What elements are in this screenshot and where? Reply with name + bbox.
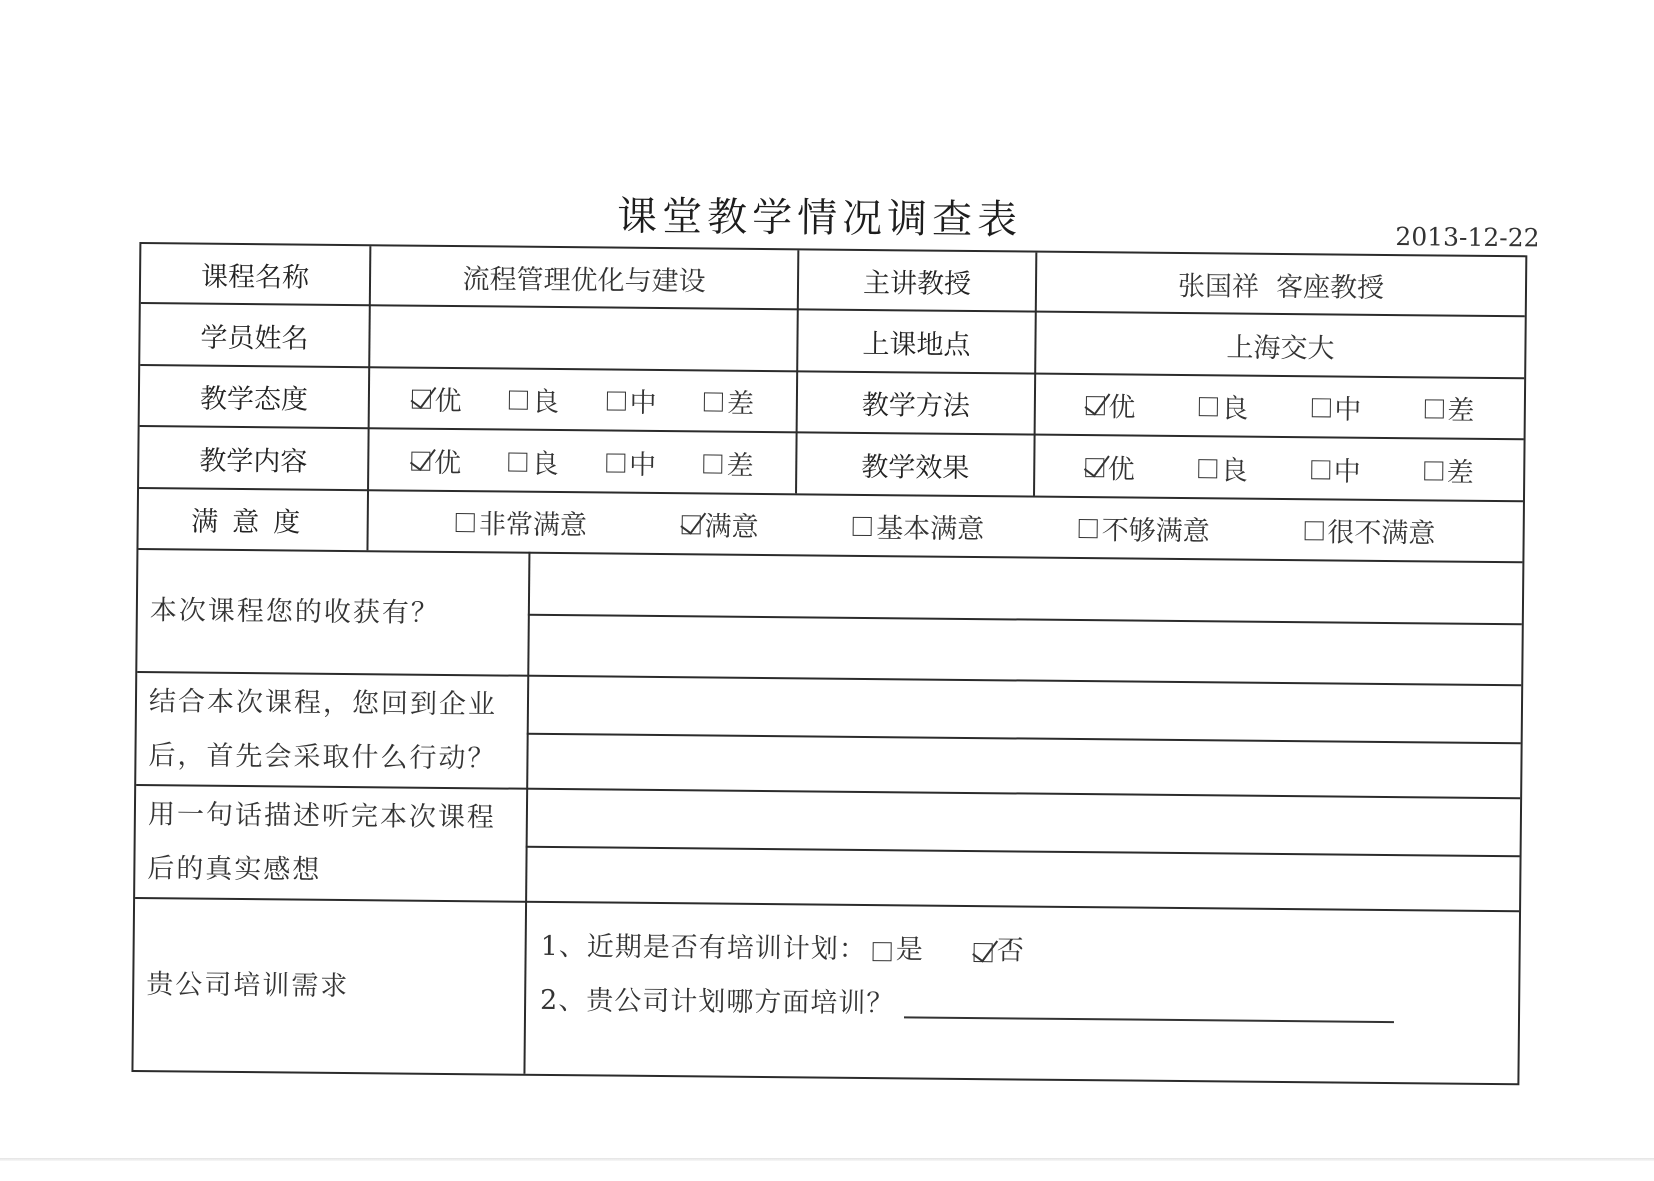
rating-effect-option-label: 中: [1333, 455, 1361, 488]
satisfaction-option-label: 非常满意: [478, 509, 588, 542]
rating-effect-option-label: 优: [1107, 453, 1135, 486]
checked-checkbox-icon[interactable]: [412, 390, 431, 409]
professor-label: 主讲教授: [862, 267, 972, 300]
checkbox-icon[interactable]: [1198, 397, 1217, 416]
satisfaction-option-label: 不够满意: [1101, 515, 1210, 548]
rating-attitude-option-label: 良: [531, 386, 560, 419]
checkbox-icon[interactable]: [1311, 398, 1330, 417]
survey-form: [131, 242, 1527, 1085]
satisfaction-options: [368, 491, 1523, 561]
rating-content-option-label: 中: [628, 449, 657, 481]
document-title: 课堂教学情况调查表: [616, 193, 1023, 244]
answer-action-field[interactable]: [528, 677, 1521, 798]
satisfaction-option-1[interactable]: [681, 504, 758, 544]
checked-checkbox-icon[interactable]: [1085, 396, 1104, 415]
rating-content-option-3[interactable]: [703, 443, 753, 482]
document-date: 2013-12-22: [1395, 222, 1540, 253]
rating-options-method: [1036, 375, 1525, 439]
checked-checkbox-icon[interactable]: [974, 943, 993, 962]
training-plan-option-label: 否: [996, 935, 1025, 967]
checkbox-icon[interactable]: [704, 392, 723, 411]
rating-options-attitude: [370, 368, 797, 431]
training-area-question: [540, 974, 1510, 1037]
rating-content-option-2[interactable]: [606, 442, 656, 481]
rating-effect-option-0[interactable]: [1085, 447, 1135, 486]
rating-content-option-label: 优: [433, 447, 462, 479]
answer-gains-field[interactable]: [529, 554, 1522, 685]
training-area-text: 2、贵公司计划哪方面培训？: [539, 984, 895, 1020]
checkbox-icon[interactable]: [1424, 461, 1443, 480]
question-gains: 本次课程您的收获有？: [149, 594, 441, 629]
rating-effect-option-label: 良: [1220, 454, 1248, 487]
rating-label-content: 教学内容: [199, 445, 308, 478]
rating-options-effect: [1035, 436, 1524, 501]
rating-options-content: [369, 429, 796, 493]
rating-method-option-1[interactable]: [1198, 386, 1248, 425]
checkbox-icon[interactable]: [1424, 399, 1443, 418]
training-plan-options: [873, 923, 1026, 978]
rating-attitude-option-label: 中: [629, 387, 657, 419]
rating-content-option-0[interactable]: [411, 440, 461, 479]
checkbox-icon[interactable]: [873, 942, 892, 961]
training-plan-option-1[interactable]: [974, 924, 1026, 978]
course-name-value: 流程管理优化与建设: [462, 263, 706, 297]
satisfaction-option-4[interactable]: [1304, 510, 1435, 550]
checkbox-icon[interactable]: [1304, 521, 1323, 540]
rating-method-option-label: 良: [1221, 393, 1249, 425]
checkbox-icon[interactable]: [606, 453, 625, 472]
rating-content-option-label: 差: [726, 450, 754, 482]
satisfaction-option-2[interactable]: [853, 506, 984, 546]
satisfaction-option-label: 基本满意: [876, 513, 985, 546]
rating-attitude-option-3[interactable]: [704, 381, 754, 420]
checkbox-icon[interactable]: [456, 513, 475, 532]
checked-checkbox-icon[interactable]: [411, 451, 430, 470]
scan-edge: [0, 1158, 1654, 1161]
checkbox-icon[interactable]: [1079, 519, 1098, 538]
location-label: 上课地点: [862, 328, 971, 361]
rating-effect-option-1[interactable]: [1198, 448, 1248, 487]
checkbox-icon[interactable]: [508, 452, 527, 471]
checkbox-icon[interactable]: [703, 454, 722, 473]
rating-method-option-3[interactable]: [1424, 388, 1474, 427]
checkbox-icon[interactable]: [1198, 459, 1217, 478]
checkbox-icon[interactable]: [509, 391, 528, 410]
satisfaction-label: 满意度: [191, 506, 315, 539]
rating-attitude-option-0[interactable]: [411, 379, 461, 418]
checked-checkbox-icon[interactable]: [1085, 458, 1104, 477]
satisfaction-option-3[interactable]: [1079, 508, 1210, 548]
rating-method-option-label: 差: [1447, 395, 1475, 427]
location-value: 上海交大: [1226, 331, 1335, 364]
rating-label-effect: 教学效果: [861, 451, 970, 484]
satisfaction-option-0[interactable]: [456, 502, 587, 542]
rating-label-attitude: 教学态度: [199, 383, 309, 416]
satisfaction-option-label: 很不满意: [1327, 517, 1436, 550]
training-plan-question: [540, 920, 1510, 983]
rating-effect-option-2[interactable]: [1311, 449, 1361, 488]
question-action: 结合本次课程，您回到企业后，首先会采取什么行动？: [148, 685, 498, 774]
question-feeling: 用一句话描述听完本次课程后的真实感想: [147, 798, 497, 886]
rating-attitude-option-label: 差: [726, 388, 755, 420]
rating-method-option-0[interactable]: [1085, 385, 1135, 424]
training-plan-option-label: 是: [895, 934, 924, 966]
rating-method-option-label: 中: [1334, 394, 1362, 426]
training-area-field[interactable]: [904, 990, 1394, 1023]
rating-effect-option-label: 差: [1446, 457, 1474, 489]
rating-label-method: 教学方法: [861, 389, 971, 422]
student-name-label: 学员姓名: [200, 322, 309, 355]
training-plan-option-0[interactable]: [873, 923, 925, 977]
checkbox-icon[interactable]: [853, 517, 872, 536]
checkbox-icon[interactable]: [607, 391, 626, 410]
training-needs-content: [540, 920, 1511, 1069]
rating-attitude-option-1[interactable]: [509, 380, 559, 419]
rating-attitude-option-2[interactable]: [606, 380, 656, 419]
checkbox-icon[interactable]: [1311, 460, 1330, 479]
survey-sheet: [131, 180, 1540, 1113]
rating-content-option-1[interactable]: [508, 441, 558, 480]
satisfaction-option-label: 满意: [704, 511, 759, 543]
rating-method-option-2[interactable]: [1311, 387, 1361, 426]
training-needs-label: 贵公司培训需求: [146, 968, 350, 1002]
professor-value: 张国祥 客座教授: [1177, 270, 1385, 304]
course-name-label: 课程名称: [200, 261, 310, 294]
checked-checkbox-icon[interactable]: [682, 515, 701, 534]
rating-content-option-label: 良: [531, 448, 559, 480]
rating-effect-option-3[interactable]: [1424, 450, 1474, 489]
student-name-field[interactable]: [370, 306, 797, 370]
rating-attitude-option-label: 优: [434, 385, 462, 418]
training-plan-text: 1、近期是否有培训计划：: [540, 930, 867, 966]
answer-feeling-field[interactable]: [527, 790, 1520, 911]
rating-method-option-label: 优: [1108, 392, 1136, 424]
